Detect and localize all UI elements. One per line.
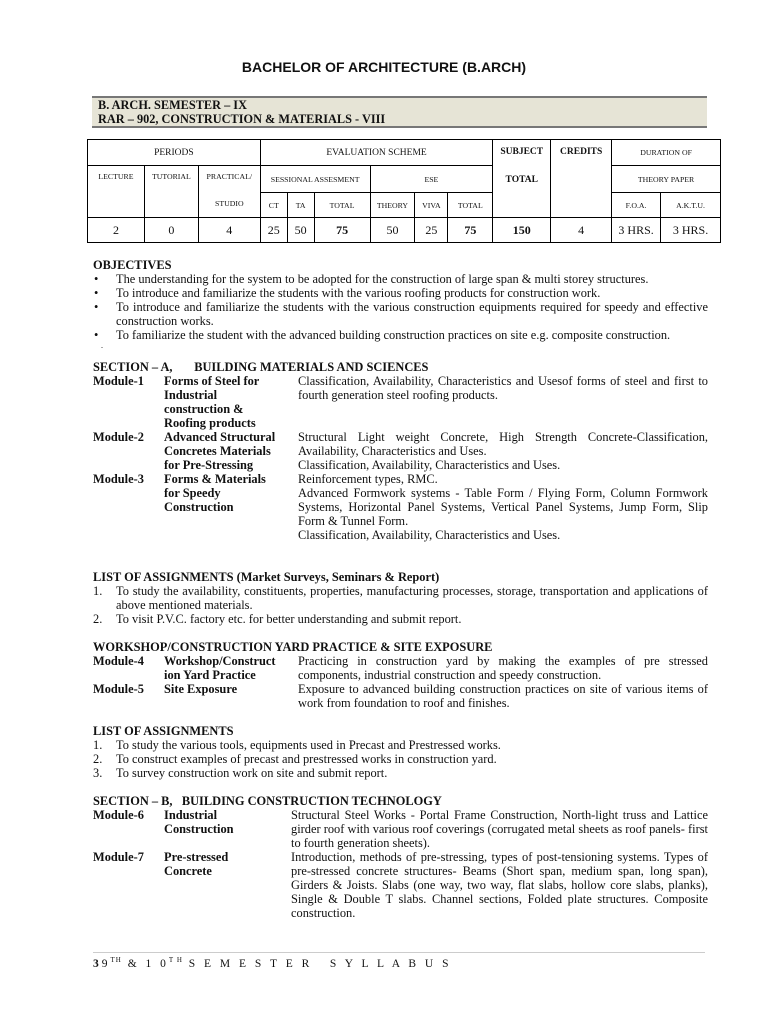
page-footer: 39TH & 1 $0^{T H}$ S E M E S T E R S Y L L A B U S: [93, 952, 705, 970]
ese-header: ESE: [370, 166, 493, 193]
workshop-block: [93, 640, 708, 710]
stray-dot: .: [101, 341, 103, 350]
viva-header: VIVA: [415, 193, 448, 218]
module-title: Forms & Materials for Speedy Construction: [164, 472, 266, 514]
module-number: Module-3: [93, 472, 144, 486]
ese-total-header: TOTAL: [448, 193, 493, 218]
evaluation-scheme-table: [87, 139, 721, 243]
evaluation-scheme-header: EVALUATION SCHEME: [260, 140, 493, 166]
module-title: Site Exposure: [164, 682, 238, 696]
course-code-line: RAR – 902, CONSTRUCTION & MATERIALS - VIII: [98, 112, 386, 126]
module-description: Reinforcement types, RMC. Advanced Formwork systems - Table Form / Flying Form, Column Formwork Systems, Horizontal Panel Systems, Vertical Panel Systems, Jump Form, Slip Form & Tunnel Form. Classification, Availability, Characteristics and Uses.: [298, 472, 708, 542]
section-a-block: [93, 360, 708, 542]
ta-value: 50: [287, 218, 314, 243]
sessional-total-header: TOTAL: [314, 193, 370, 218]
module-number: Module-5: [93, 682, 144, 696]
module-title: Forms of Steel for Industrial construction & Roofing products: [164, 374, 260, 430]
objective-item: • To introduce and familiarize the students with the various roofing products for construction work.: [93, 286, 708, 300]
module-title: Pre-stressed Concrete: [164, 850, 229, 878]
practical-studio-header: PRACTICAL/ STUDIO: [198, 166, 260, 218]
module-description: Structural Steel Works - Portal Frame Construction, North-light truss and Lattice girder roof with various roof coverings (corrugated metal sheets as roof panels- first to fourth generation sheets).: [291, 808, 708, 850]
viva-value: 25: [415, 218, 448, 243]
module-number: Module-4: [93, 654, 144, 668]
lecture-value: 2: [88, 218, 145, 243]
module-description: Classification, Availability, Characteristics and Usesof forms of steel and first to fourth generation steel roofing products.: [298, 374, 708, 402]
ta-header: TA: [287, 193, 314, 218]
assignments-1-block: [93, 570, 708, 626]
subject-header-box: [92, 96, 707, 128]
credits-value: 4: [551, 218, 612, 243]
module-number: Module-6: [93, 808, 144, 822]
section-a-heading: SECTION – A, BUILDING MATERIALS AND SCIENCES: [93, 360, 429, 374]
module-row: [93, 374, 708, 430]
foa-header: F.O.A.: [612, 193, 661, 218]
section-b-block: [93, 794, 708, 920]
objectives-block: [93, 258, 708, 350]
assignment-item: 1. To study the various tools, equipments used in Precast and Prestressed works.: [93, 738, 501, 752]
page-number: 3: [93, 957, 102, 970]
ese-total-value: 75: [448, 218, 493, 243]
objective-item: • To familiarize the student with the advanced building construction practices on site e.g. composite construction.: [93, 328, 708, 342]
tutorial-header: TUTORIAL: [144, 166, 198, 218]
assignment-item: 3. To survey construction work on site and submit report.: [93, 766, 388, 780]
subject-total-label: TOTAL: [505, 175, 538, 185]
credits-header: CREDITS: [551, 140, 612, 218]
aktu-value: 3 HRS.: [661, 218, 721, 243]
module-row: [93, 850, 708, 920]
foa-value: 3 HRS.: [612, 218, 661, 243]
module-row: [93, 654, 708, 682]
ct-header: CT: [260, 193, 287, 218]
assignments-2-block: [93, 724, 708, 780]
assignment-item: 1. To study the availability, constituents, properties, manufacturing processes, storage, transportation and applications of above mentioned materials.: [93, 584, 708, 612]
module-row: [93, 682, 708, 710]
objective-item: • To introduce and familiarize the students with the various construction equipments required for speedy and effective construction works.: [93, 300, 708, 328]
module-description: Introduction, methods of pre-stressing, types of post-tensioning systems. Types of pre-stressed concrete structures- Beams (Short span, medium span, long span), Girders & Joists. Slabs (one way, two way, flat slabs, hollow core slabs, planks), Single & Double T slabs. Channel sections, Folded plate structures. Composite construction.: [291, 850, 708, 920]
assignment-item: 2. To construct examples of precast and prestressed works in construction yard.: [93, 752, 497, 766]
tutorial-value: 0: [144, 218, 198, 243]
subject-header: SUBJECT: [500, 147, 544, 157]
module-number: Module-1: [93, 374, 144, 388]
module-row: [93, 430, 708, 472]
theory-value: 50: [370, 218, 415, 243]
assignments-2-heading: LIST OF ASSIGNMENTS: [93, 724, 234, 738]
module-description: Practicing in construction yard by making the examples of pre stressed components, industrial construction and speedy construction.: [298, 654, 708, 682]
module-description: Structural Light weight Concrete, High Strength Concrete-Classification, Availability, Characteristics and Uses. Classification, Availability, Characteristics and Uses.: [298, 430, 708, 472]
sessional-header: SESSIONAL ASSESMENT: [260, 166, 370, 193]
semester-line: B. ARCH. SEMESTER – IX: [98, 98, 247, 112]
module-title: Workshop/Construct ion Yard Practice: [164, 654, 276, 682]
duration-header: DURATION OF: [612, 140, 721, 166]
periods-header: PERIODS: [88, 140, 261, 166]
section-b-heading: SECTION – B, BUILDING CONSTRUCTION TECHNOLOGY: [93, 794, 442, 808]
module-title: Advanced Structural Concretes Materials for Pre-Stressing: [164, 430, 276, 472]
aktu-header: A.K.T.U.: [661, 193, 721, 218]
ct-value: 25: [260, 218, 287, 243]
objective-item: • The understanding for the system to be adopted for the construction of large span & multi storey structures.: [93, 272, 708, 286]
module-title: Industrial Construction: [164, 808, 234, 836]
module-row: [93, 472, 708, 542]
subject-total-value: 150: [493, 218, 551, 243]
module-number: Module-2: [93, 430, 144, 444]
practical-value: 4: [198, 218, 260, 243]
assignment-item: 2. To visit P.V.C. factory etc. for better understanding and submit report.: [93, 612, 462, 626]
sessional-total-value: 75: [314, 218, 370, 243]
module-row: [93, 808, 708, 850]
module-description: Exposure to advanced building construction practices on site of various items of work from foundation to roof and finishes.: [298, 682, 708, 710]
module-number: Module-7: [93, 850, 144, 864]
theory-paper-header: THEORY PAPER: [612, 166, 721, 193]
assignments-1-heading: LIST OF ASSIGNMENTS (Market Surveys, Seminars & Report): [93, 570, 440, 584]
footer-label: S E M E S T E R S Y L L A B U S: [182, 957, 452, 970]
theory-header: THEORY: [370, 193, 415, 218]
lecture-header: LECTURE: [88, 166, 145, 218]
objectives-heading: OBJECTIVES: [93, 258, 172, 272]
subject-total-header: [493, 140, 551, 218]
workshop-heading: WORKSHOP/CONSTRUCTION YARD PRACTICE & SITE EXPOSURE: [93, 640, 493, 654]
page-title: BACHELOR OF ARCHITECTURE (B.ARCH): [241, 59, 527, 75]
